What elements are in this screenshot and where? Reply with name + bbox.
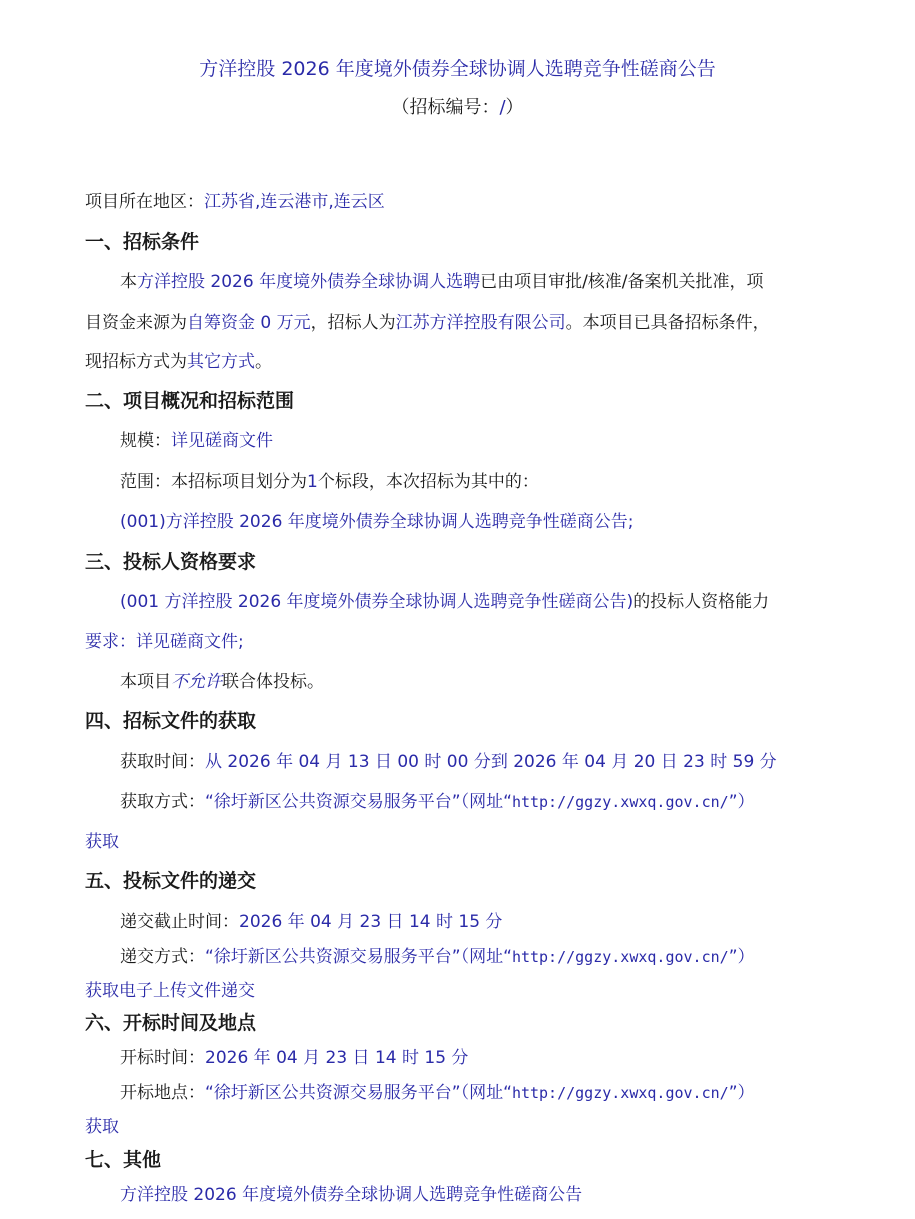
obtain-time-label: 获取时间： bbox=[120, 752, 205, 772]
bid-number-value: / bbox=[499, 97, 506, 118]
opening-place-line bbox=[120, 1082, 755, 1104]
qualification-value: 详见磋商文件; bbox=[136, 632, 244, 652]
opening-time-line bbox=[120, 1047, 468, 1069]
project-region bbox=[85, 191, 385, 213]
s1-text: 。 bbox=[255, 352, 272, 372]
page-title: 方洋控股 2026 年度境外债券全球协调人选聘竞争性磋商公告 bbox=[199, 58, 716, 80]
url-prefix: （网址“ bbox=[460, 792, 512, 812]
s1-paragraph-line2 bbox=[85, 312, 770, 334]
url-suffix: ”） bbox=[728, 792, 755, 812]
qualification-line2 bbox=[85, 631, 244, 653]
tender-method: 其它方式 bbox=[187, 352, 255, 372]
bid-number-label: （招标编号： bbox=[391, 97, 500, 118]
s1-text: 本 bbox=[120, 272, 137, 292]
deadline-line bbox=[120, 911, 502, 933]
opening-time-label: 开标时间： bbox=[120, 1048, 205, 1068]
joint-bid-text: 本项目 bbox=[120, 672, 171, 692]
platform-name: “徐圩新区公共资源交易服务平台” bbox=[205, 1083, 461, 1103]
scale-value: 详见磋商文件 bbox=[171, 431, 273, 451]
obtain-method-line bbox=[120, 791, 755, 813]
scale-label: 规模： bbox=[120, 431, 171, 451]
opening-time-value: 2026 年 04 月 23 日 14 时 15 分 bbox=[205, 1048, 469, 1068]
section-heading-3: 三、投标人资格要求 bbox=[85, 551, 257, 573]
lot-item: (001)方洋控股 2026 年度境外债券全球协调人选聘竞争性磋商公告; bbox=[120, 512, 634, 532]
region-value: 江苏省,连云港市,连云区 bbox=[204, 192, 385, 212]
section-heading-7: 七、其他 bbox=[85, 1149, 162, 1171]
fund-source: 自筹资金 0 万元 bbox=[187, 313, 311, 333]
joint-bid-text: 联合体投标。 bbox=[222, 672, 324, 692]
scale-line bbox=[120, 430, 273, 452]
platform-url-link[interactable]: http://ggzy.xwxq.gov.cn/ bbox=[511, 948, 729, 966]
lot-count: 1 bbox=[307, 472, 318, 492]
obtain-method-label: 获取方式： bbox=[120, 792, 205, 812]
section-heading-6: 六、开标时间及地点 bbox=[85, 1012, 257, 1034]
s1-text: 目资金来源为 bbox=[85, 313, 187, 333]
joint-bid-value: 不允许 bbox=[171, 672, 222, 692]
section-heading-2: 二、项目概况和招标范围 bbox=[85, 390, 295, 412]
platform-url-link[interactable]: http://ggzy.xwxq.gov.cn/ bbox=[511, 793, 729, 811]
qualification-line1 bbox=[120, 591, 769, 613]
platform-url-link[interactable]: http://ggzy.xwxq.gov.cn/ bbox=[511, 1084, 729, 1102]
qualification-lot: (001 方洋控股 2026 年度境外债券全球协调人选聘竞争性磋商公告) bbox=[120, 592, 634, 612]
s1-paragraph-line1 bbox=[120, 271, 764, 293]
bid-number bbox=[0, 97, 915, 119]
s1-text: 。本项目已具备招标条件， bbox=[565, 313, 770, 333]
platform-name: “徐圩新区公共资源交易服务平台” bbox=[205, 792, 461, 812]
scope-line bbox=[120, 471, 539, 493]
scope-text: 个标段，本次招标为其中的： bbox=[317, 472, 539, 492]
url-suffix: ”） bbox=[728, 1083, 755, 1103]
joint-bid-line bbox=[120, 671, 324, 693]
obtain-time-value: 从 2026 年 04 月 13 日 00 时 00 分到 2026 年 04 月 20 日 23 时 59 分 bbox=[205, 752, 777, 772]
deadline-label: 递交截止时间： bbox=[120, 912, 239, 932]
url-suffix: ”） bbox=[728, 947, 755, 967]
other-text: 方洋控股 2026 年度境外债券全球协调人选聘竞争性磋商公告 bbox=[120, 1185, 583, 1205]
s1-text: 已由项目审批/核准/备案机关批准，项 bbox=[480, 272, 764, 292]
project-name: 方洋控股 2026 年度境外债券全球协调人选聘 bbox=[137, 272, 481, 292]
s1-paragraph-line3 bbox=[85, 351, 272, 373]
section-heading-4: 四、招标文件的获取 bbox=[85, 710, 257, 732]
deadline-value: 2026 年 04 月 23 日 14 时 15 分 bbox=[239, 912, 503, 932]
bid-number-close: ） bbox=[505, 97, 524, 118]
submit-method-label: 递交方式： bbox=[120, 947, 205, 967]
section-heading-1: 一、招标条件 bbox=[85, 231, 200, 253]
submit-method-line bbox=[120, 946, 755, 968]
s1-text: 现招标方式为 bbox=[85, 352, 187, 372]
qualification-text: 的投标人资格能力 bbox=[633, 592, 770, 612]
opening-place-tail: 获取 bbox=[85, 1117, 119, 1137]
submit-method-tail: 获取电子上传文件递交 bbox=[85, 981, 255, 1001]
url-prefix: （网址“ bbox=[460, 947, 512, 967]
obtain-time-line bbox=[120, 751, 777, 773]
scope-text: 范围：本招标项目划分为 bbox=[120, 472, 307, 492]
obtain-method-tail: 获取 bbox=[85, 832, 119, 852]
region-label: 项目所在地区： bbox=[85, 192, 204, 212]
section-heading-5: 五、投标文件的递交 bbox=[85, 870, 257, 892]
opening-place-label: 开标地点： bbox=[120, 1083, 205, 1103]
tenderer-name: 江苏方洋控股有限公司 bbox=[395, 313, 566, 333]
platform-name: “徐圩新区公共资源交易服务平台” bbox=[205, 947, 461, 967]
url-prefix: （网址“ bbox=[460, 1083, 512, 1103]
qualification-label: 要求： bbox=[85, 632, 136, 652]
s1-text: ，招标人为 bbox=[310, 313, 396, 333]
